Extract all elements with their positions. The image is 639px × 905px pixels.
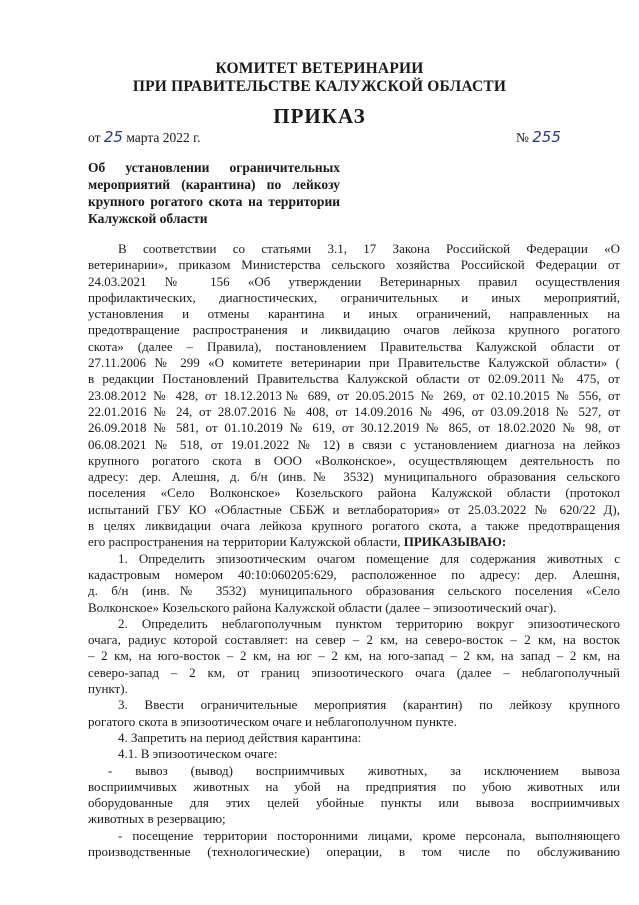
body-line: [88, 616, 620, 632]
body-line-text: в целях ликвидации очага лейкоза крупного рогатого скота, а также предотвращения: [88, 518, 620, 534]
body-line-text: 2. Определить неблагополучным пунктом территорию вокруг эпизоотического: [118, 615, 620, 631]
body-line: [88, 420, 620, 436]
body-line: [88, 648, 620, 664]
body-line: [88, 437, 620, 453]
body-line: [88, 241, 620, 257]
body-line: [88, 600, 620, 616]
body-line-text: установления и отмены карантина и иных ограничений, направленных на: [88, 306, 620, 322]
document-type: ПРИКАЗ: [273, 104, 366, 128]
body-line-text: д. б/н (инв.№ 3532) муниципального образования сельского поселения «Село: [88, 583, 620, 599]
body-line: [88, 290, 620, 306]
body-line-text: 4.1. В эпизоотическом очаге:: [118, 746, 278, 762]
body-line: [88, 665, 620, 681]
body-line-text: - вывоз (вывод) восприимчивых животных, за исключением вывоза: [108, 762, 620, 778]
body-line-text: скота» (далее – Правила), постановлением Правительства Калужской области от: [88, 338, 620, 354]
body-line: [88, 371, 620, 387]
body-line-text: В соответствии со статьями 3.1, 17 Закона Российской Федерации «О: [118, 241, 620, 256]
body-line: [88, 469, 620, 485]
body-line: [88, 502, 620, 518]
body-line: [88, 746, 620, 762]
body-line: [88, 518, 620, 534]
body-line: [88, 730, 620, 746]
body-line-text: 1. Определить эпизоотическим очагом помещение для содержания животных с: [118, 550, 620, 566]
date-prefix: от: [88, 130, 101, 145]
body-line: [88, 274, 620, 290]
subject-line: мероприятий (карантина) по лейкозу: [88, 177, 340, 192]
org-name-line2: ПРИ ПРАВИТЕЛЬСТВЕ КАЛУЖСКОЙ ОБЛАСТИ: [132, 78, 507, 95]
body-line: [88, 844, 620, 860]
body-line-text: 26.09.2018 № 581, от 01.10.2019 № 619, от 30.12.2019 № 865, от 18.02.2020 № 98, от: [88, 420, 620, 436]
body-line: [88, 485, 620, 501]
body-line: [88, 388, 620, 404]
date-rest: марта 2022 г.: [126, 130, 201, 145]
body-line-text: кадастровым номером 40:10:060205:629, расположенное по адресу: дер. Алешня,: [88, 566, 620, 582]
body-line: [88, 355, 620, 371]
body-line-text: - посещение территории посторонними лицами, кроме персонала, выполняющего: [118, 827, 620, 843]
body-line-text: 3. Ввести ограничительные мероприятия (карантин) по лейкозу крупного: [118, 697, 620, 713]
body-line-text: 24.03.2021 № 156 «Об утверждении Ветеринарных правил осуществления: [88, 273, 620, 289]
body-line: [88, 257, 620, 273]
body-line-text: рогатого скота в эпизоотическом очаге и неблагополучном пункте.: [88, 713, 457, 729]
body-line: [88, 681, 620, 697]
body-line-text: его распространения на территории Калужской области,: [88, 534, 401, 550]
body-line-text: испытаний ГБУ КО «Областные СББЖ и ветлаборатория» от 25.03.2022 № 620/22 Д),: [88, 501, 620, 517]
body-line: [88, 811, 620, 827]
body-line: [88, 453, 620, 469]
body-line-text: Волконское» Козельского района Калужской области (далее – эпизоотический очаг).: [88, 599, 557, 615]
body-line: [88, 404, 620, 420]
document-date: [88, 128, 201, 146]
body-line: [88, 583, 620, 599]
body-line-text: очага, радиус которой составляет: на север – 2 км, на северо-восток – 2 км, на восток: [88, 632, 620, 648]
body-line: [88, 322, 620, 338]
body-line-text: 22.01.2016 № 24, от 28.07.2016 № 408, от 14.09.2016 № 496, от 03.09.2018 № 527, от: [88, 403, 620, 419]
body-line-text: 23.08.2012 № 428, от 18.12.2013№ 689, от 20.05.2015 № 269, от 02.10.2015 № 556, от: [88, 387, 620, 403]
body-line-text: предотвращение распространения и ликвидацию очагов лейкоза крупного рогатого: [88, 322, 620, 338]
body-line: [88, 763, 620, 779]
subject-line: Калужской области: [88, 211, 208, 226]
body-line-text: профилактических, диагностических, ограничительных и иных мероприятий,: [88, 289, 620, 305]
body-line: [88, 632, 620, 648]
body-line-text: оборудованные для этих целей убойные пункты или вывоза восприимчивых: [88, 795, 620, 811]
body-line-text: 4. Запретить на период действия карантина:: [118, 729, 362, 745]
body-line-text: крупного рогатого скота в ООО «Волконское», осуществляющем деятельность по: [88, 452, 620, 468]
body-line-text: 27.11.2006 № 299 «О комитете ветеринарии при Правительстве Калужской области» (: [88, 355, 620, 371]
body-line: [88, 534, 620, 550]
body-line-text: адресу: дер. Алешня, д. б/н (инв.№ 3532) муниципального образования сельского: [88, 469, 620, 485]
body-line-text: производственные (технологические) операции, в том числе по обслуживанию: [88, 843, 620, 859]
body-line: [88, 551, 620, 567]
order-keyword: ПРИКАЗЫВАЮ:: [400, 534, 507, 550]
body-line-text: – 2 км, на юго-восток – 2 км, на юг – 2 км, на юго-запад – 2 км, на запад – 2 км, на: [88, 648, 620, 664]
document-subject: [88, 159, 340, 227]
number-handwritten: 255: [532, 128, 561, 146]
body-line: [88, 306, 620, 322]
body-line-text: в редакции Постановлений Правительства Калужской области от 02.09.2011№ 475, от: [88, 371, 620, 387]
body-line: [88, 697, 620, 713]
body-line-text: животных в резервацию;: [88, 811, 226, 827]
body-line-text: 06.08.2021 № 518, от 19.01.2022 № 12) в связи с установлением диагноза на лейкоз: [88, 436, 620, 452]
body-line: [88, 339, 620, 355]
body-line-text: восприимчивых животных на убой на предприятия по убою животных или: [88, 778, 620, 794]
org-name-line1: КОМИТЕТ ВЕТЕРИНАРИИ: [215, 60, 424, 77]
body-line-text: пункт).: [88, 681, 128, 697]
date-day-handwritten: 25: [103, 128, 123, 146]
subject-line: крупного рогатого скота на территории: [88, 194, 340, 209]
subject-line: Об установлении ограничительных: [88, 160, 340, 175]
body-line: [88, 795, 620, 811]
body-line-text: поселения «Село Волконское» Козельского района Калужской области (протокол: [88, 485, 620, 501]
body-line-text: северо-запад – 2 км, от границ эпизоотического очага (далее – неблагополучный: [88, 664, 620, 680]
number-prefix: №: [516, 130, 529, 145]
document-number: [516, 128, 561, 146]
body-line: [88, 714, 620, 730]
body-line-text: ветеринарии», приказом Министерства сельского хозяйства Российской Федерации от: [88, 257, 620, 273]
body-line: [88, 567, 620, 583]
document-body: [88, 241, 620, 860]
body-line: [88, 828, 620, 844]
body-line: [88, 779, 620, 795]
